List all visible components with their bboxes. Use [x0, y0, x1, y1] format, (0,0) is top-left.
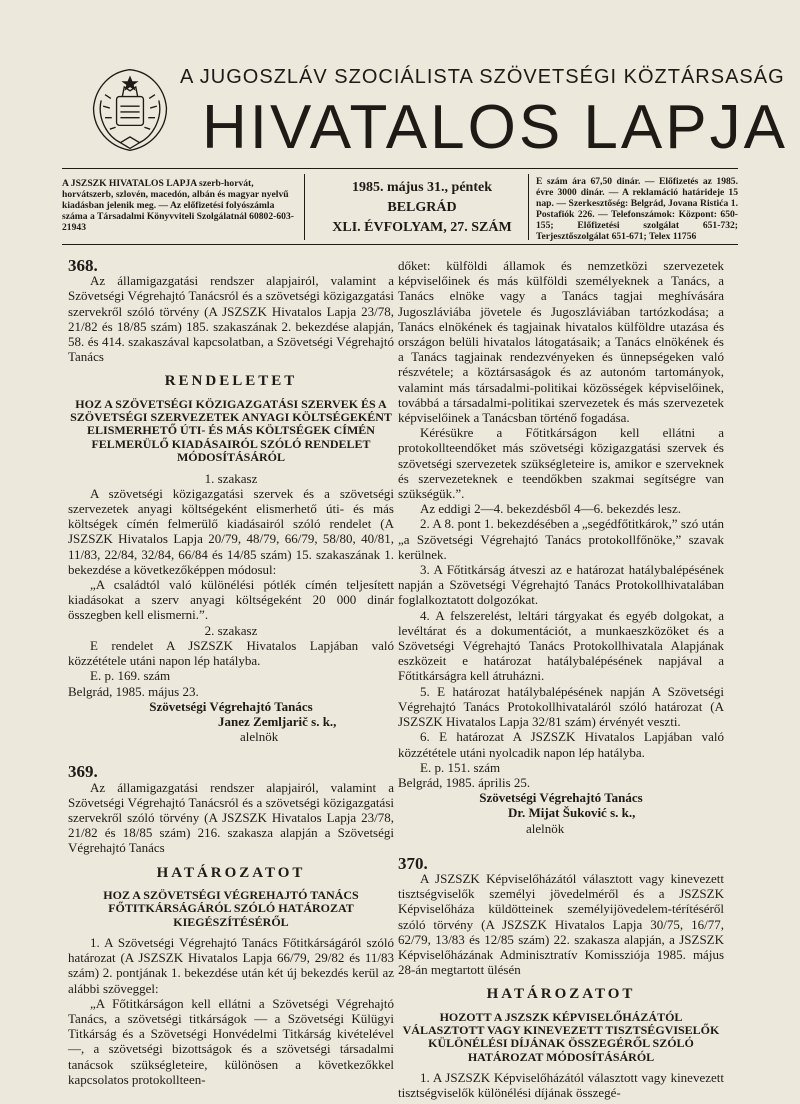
publication-info: A JSZSZK HIVATALOS LAPJA szerb-horvát, horvátszerb, szlovén, macedón, albán és magyar nyelvű kiadásban jelenik meg. — Az előfizetési folyószámla száma a Társadalmi Könyvviteli Szolgálatnál 60802-603-21943 [62, 178, 294, 233]
act-title: HOZOTT A JSZSZK KÉPVISELŐHÁZÁTÓL VÁLASZTOTT VAGY KINEVEZETT TISZTSÉGVISELŐK KÜLÖNÉLÉSI DÍJÁNAK ÖSSZEGÉRŐL SZÓLÓ HATÁROZAT MÓDOSÍTÁSÁRÓL [402, 1009, 720, 1064]
signing-body: Szövetségi Végrehajtó Tanács [479, 790, 643, 806]
paragraph: 1. A Szövetségi Végrehajtó Tanács Főtitkárságáról szóló határozat (A JSZSZK Hivatalos Lapja 66/79, 29/82 és 11/83 szám) 2. pontjának 1. bekezdése után két új bekezdés kerül az alábbi szöveggel: [68, 934, 394, 996]
paragraph: E rendelet A JSZSZK Hivatalos Lapjában való közzététele utáni napon lép hatályba. [68, 637, 394, 669]
act-type-heading: HATÁROZATOT [156, 864, 306, 881]
journal-title: HIVATALOS LAPJA [202, 93, 788, 162]
signer [398, 805, 724, 820]
paragraph: Kérésükre a Főtitkárságon kell ellátni a protokollteendőket más szövetségi közigazgatási szervek és szövetségi szervezetek szükségleteire is, amikor e szerveknek és szervezeteknek e teendőkben szakmai segítségre van szükségük.”. [398, 425, 724, 502]
act-title: HOZ A SZÖVETSÉGI VÉGREHAJTÓ TANÁCS FŐTITKÁRSÁGÁRÓL SZÓLÓ HATÁROZAT KIEGÉSZÍTÉSÉRŐL [103, 887, 359, 929]
place-date: Belgrád, 1985. április 25. [398, 774, 531, 790]
country-name: A JUGOSZLÁV SZOCIÁLISTA SZÖVETSÉGI KÖZTÁRSASÁG [180, 66, 785, 88]
paragraph: Az eddigi 2—4. bekezdésből 4—6. bekezdés lesz. [420, 501, 682, 517]
issue-volume: XLI. ÉVFOLYAM, 27. SZÁM [332, 220, 512, 235]
registry-number: E. p. 169. szám [90, 668, 171, 684]
signer-role: alelnök [526, 820, 565, 836]
section-label: 2. szakasz [204, 622, 258, 638]
paragraph: 2. A 8. pont 1. bekezdésében a „segédfőtitkárok,” szó után „a Szövetségi Végrehajtó Tanács protokollfőnöke,” szavak kerülnek. [398, 516, 724, 562]
issue-date: 1985. május 31., péntek [351, 180, 492, 195]
right-column [398, 258, 724, 1101]
divider [528, 174, 529, 240]
act-number: 370. [398, 853, 428, 873]
section-label: 1. szakasz [204, 470, 258, 486]
act-title: HOZ A SZÖVETSÉGI KÖZIGAZGATÁSI SZERVEK ÉS A SZÖVETSÉGI SZERVEZETEK ANYAGI KÖLTSÉGEKÉNT ELISMERHETŐ ÚTI- ÉS MÁS KÖLTSÉGEK CÍMÉN FELMERÜLŐ KIADÁSAIRÓL SZÓLÓ RENDELET MÓDOSÍTÁSÁRÓL [70, 396, 392, 465]
issue-details [312, 178, 532, 238]
act-type-heading: RENDELETET [164, 373, 298, 390]
act-number: 368. [68, 256, 98, 275]
act-preamble: Az államigazgatási rendszer alapjairól, valamint a Szövetségi Végrehajtó Tanácsról és a szövetségi közigazgatási szervekről szóló törvény (A JSZSZK Hivatalos Lapja 23/78, 21/82 és 18/85 szám) 185. szakaszának 2. bekezdése alapján, 58. és 414. szakaszával kapcsolatban, a Szövetségi Végrehajtó Tanács [68, 273, 394, 365]
quoted-text: „A családtól való különélési pótlék címén teljesített kiadásokat a szerv anyagi költségeként 20 000 dinár összegben kell elismerni.”. [68, 577, 394, 623]
paragraph: 3. A Főtitkárság átveszi az e határozat hatálybalépésének napján a Szövetségi Végrehajtó Tanács Protokollhivatalában foglalkoztatott dolgozókat. [398, 562, 724, 608]
act-preamble: Az államigazgatási rendszer alapjairól, valamint a Szövetségi Végrehajtó Tanácsról és a szövetségi közigazgatási szervekről szóló törvény (A JSZSZK Hivatalos Lapja 23/78, 21/82 és 18/85 szám) 216. szakasza alapján a Szövetségi Végrehajtó Tanács [68, 779, 394, 856]
place-date: Belgrád, 1985. május 23. [68, 683, 199, 699]
paragraph: 1. A JSZSZK Képviselőházától választott vagy kinevezett tisztségviselők különélési díjának összegé- [398, 1070, 724, 1101]
paragraph: „A Főtitkárságon kell ellátni a Szövetségi Végrehajtó Tanács, a szövetségi titkárságok — a Szövetségi Külügyi Titkárság és a Szövetségi Honvédelmi Titkárság kivételével —, a szövetségi bizottságok és a szövetségi társadalmi tanácsok szükségleteire, különösen a következőkkel kapcsolatos protokollteen- [68, 995, 394, 1087]
paragraph: 6. E határozat A JSZSZK Hivatalos Lapjában való közzététele utáni nyolcadik napon lép hatályba. [398, 729, 724, 760]
header-rule-bottom [62, 244, 738, 245]
header-rule-top [62, 168, 738, 169]
divider [304, 174, 305, 240]
price-contact-info: E szám ára 67,50 dinár. — Előfizetés az 1985. évre 3000 dinár. — A reklamáció határideje 15 nap. — Szerkesztőség: Belgrád, Jovana Ristića 1. Postafiók 226. — Telefonszámok: Központ: 650-155; Előfizetési szolgálat 651-732; Terjesztőszolgálat 651-671; Telex 11756 [536, 176, 738, 242]
act-number: 369. [68, 762, 98, 782]
masthead [70, 58, 788, 166]
issue-info-band [62, 172, 738, 244]
act-preamble: A JSZSZK Képviselőházától választott vagy kinevezett tisztségviselők személyi jövedelméről és a JSZSZK Képviselőháza küldötteinek személyijövedelem-térítéséről szóló törvény (A JSZSZK Hivatalos Lapja 30/75, 16/77, 62/79, 13/83 és 12/85 szám) 22. szakasza alapján, a JSZSZK Képviselőházának Adminisztratív Komissziója 1985. május 28-án megtartott ülésén [398, 870, 724, 978]
paragraph: 4. A felszerelést, leltári tárgyakat és egyéb dolgokat, a levéltárat és a dokumentációt, a munkaeszközöket és a Szövetségi Végrehajtó Tanács Protokollhivatala Alapjának eszközeit e határozat hatálybalépésének napjával a Főtitkárságra kell átruházni. [398, 607, 724, 684]
signer-name: Dr. Mijat Šuković s. k., [508, 805, 636, 821]
signer-role: alelnök [240, 729, 279, 745]
paragraph: dőket: külföldi államok és nemzetközi szervezetek képviselőinek és más külföldi személyeknek a Tanács, a Tanács elnöke vagy a Tanács tagjai meghívására Jugoszláviába jövetele és Jugoszláviában tartózkodása; a Tanács elnökének és tagjainak hivatalos külföldre utazása és országon belüli hivatalos látogatásaik; a Tanács elnökének és a Tanács tagjainak rendezvényeken és ünnepségeken való részvétele; a köztársaságok és az autonóm tartományok, valamint más társadalmi-politikai közösségek képviselőinek, továbbá a társadalmi-politikai szervezetek és más szervezetek képviselőinek a Tanácsban történő fogadása. [398, 258, 724, 426]
left-column [68, 258, 394, 1087]
signing-body: Szövetségi Végrehajtó Tanács [149, 698, 313, 714]
signer-name: Janez Zemljarič s. k., [218, 713, 337, 729]
paragraph: A szövetségi közigazgatási szervek és a szövetségi szervezetek anyagi költségeként elismerhető úti- és más költségek címén felmerülő kiadásairól szóló rendelet (A JSZSZK Hivatalos Lapja 20/79, 48/79, 66/79, 58/80, 40/81, 11/83, 22/84, 32/84, 66/84 és 14/85 szám) 15. szakaszának 1. bekezdése a következőképpen módosul: [68, 485, 394, 577]
coat-of-arms-icon [82, 62, 178, 158]
act-type-heading: HATÁROZATOT [486, 986, 636, 1003]
registry-number: E. p. 151. szám [420, 759, 501, 775]
issue-city: BELGRÁD [387, 200, 457, 215]
paragraph: 5. E határozat hatálybalépésének napján A Szövetségi Végrehajtó Tanács Protokollhivataláról szóló határozat (A JSZSZK Hivatalos Lapja 32/81 szám) érvényét veszti. [398, 683, 724, 730]
signer [68, 714, 394, 729]
